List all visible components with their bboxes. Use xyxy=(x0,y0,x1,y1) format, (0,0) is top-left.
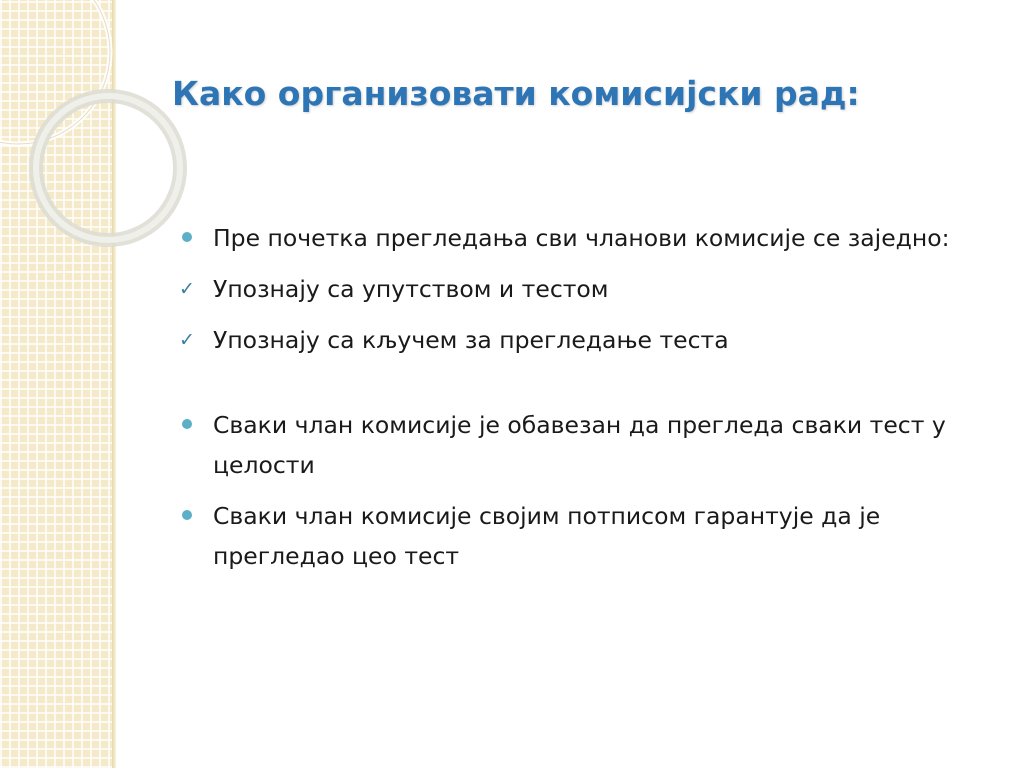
decorative-rings xyxy=(0,0,200,260)
ring-medium-inner xyxy=(36,96,180,240)
list-item xyxy=(178,405,988,485)
list-item xyxy=(178,218,988,258)
round-bullet-icon xyxy=(182,232,192,242)
list-item-text: Пре почетка прегледања сви чланови комисије се заједно: xyxy=(213,224,950,252)
checkmark-icon: ✓ xyxy=(179,329,195,351)
list-item-text: Упознају са кључем за прегледање теста xyxy=(213,326,729,354)
list-item-text: Сваки члан комисије својим потписом гарантује да је прегледао цео тест xyxy=(213,502,881,570)
round-bullet-icon xyxy=(182,419,192,429)
slide-title: Како организовати комисијски рад: xyxy=(172,74,860,113)
list-item xyxy=(178,269,988,309)
list-item-text: Сваки члан комисије је обавезан да прегледа сваки тест у целости xyxy=(213,411,946,479)
round-bullet-icon xyxy=(182,510,192,520)
list-item-text: Упознају са упутством и тестом xyxy=(213,275,609,303)
bullet-list xyxy=(178,218,988,587)
checkmark-icon: ✓ xyxy=(179,278,195,300)
list-item xyxy=(178,496,988,576)
list-item xyxy=(178,320,988,360)
